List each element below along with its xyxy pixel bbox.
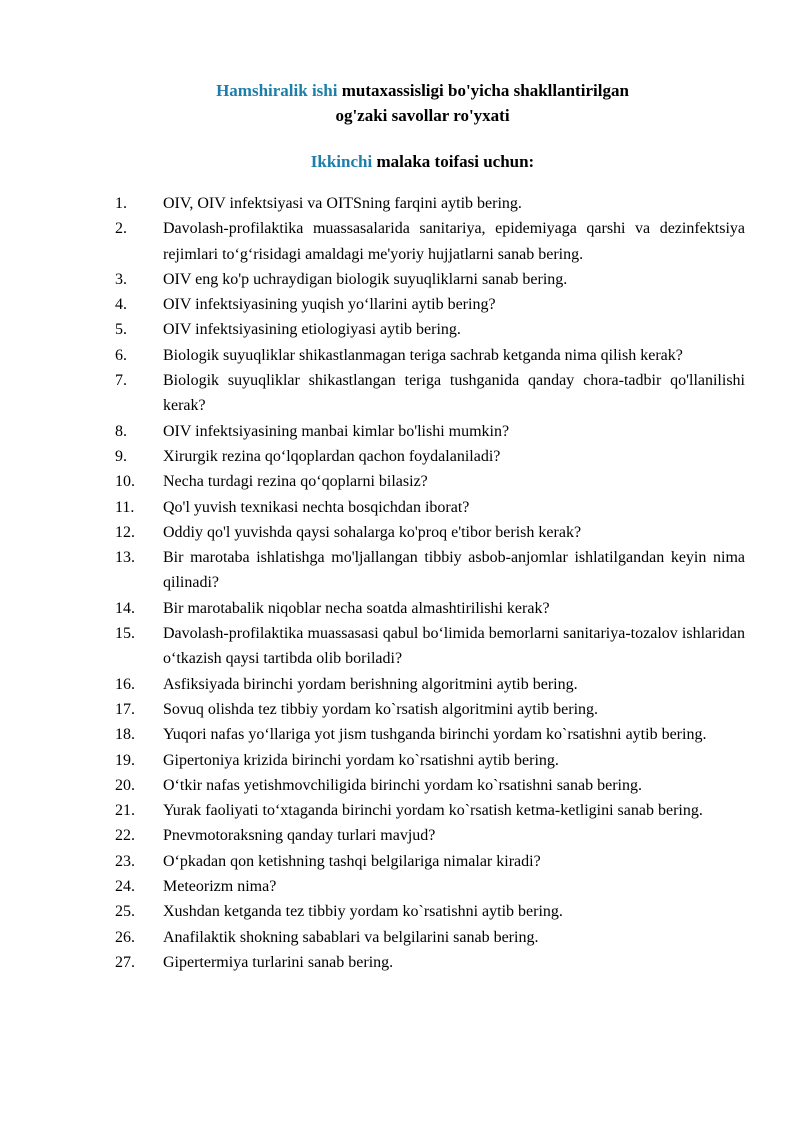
question-number: 22.: [115, 827, 135, 845]
question-item: [100, 697, 745, 722]
question-text: Meteorizm nima?: [163, 878, 277, 896]
question-item: [100, 748, 745, 773]
question-number: 15.: [115, 625, 135, 643]
question-text: Xirurgik rezina qoʻlqoplardan qachon foydalaniladi?: [163, 447, 501, 465]
subtitle-highlight: Ikkinchi: [310, 152, 373, 171]
question-number: 13.: [115, 549, 135, 567]
question-number: 19.: [115, 751, 135, 769]
title-line2: og'zaki savollar ro'yxati: [335, 106, 510, 125]
question-number: 9.: [115, 447, 127, 465]
question-item: [100, 469, 745, 494]
title-highlight: Hamshiralik ishi: [216, 81, 338, 100]
question-number: 26.: [115, 928, 135, 946]
question-text: Davolash-profilaktika muassasalarida sanitariya, epidemiyaga qarshi va dezinfektsiya rejimlari toʻgʻrisidagi amaldagi me'yoriy hujjatlarni sanab bering.: [163, 220, 745, 263]
question-item: [100, 596, 745, 621]
question-item: [100, 621, 745, 672]
question-number: 3.: [115, 270, 127, 288]
question-text: Necha turdagi rezina qoʻqoplarni bilasiz?: [163, 473, 428, 491]
question-item: [100, 267, 745, 292]
question-number: 21.: [115, 802, 135, 820]
question-text: Anafilaktik shokning sabablari va belgilarini sanab bering.: [163, 928, 539, 946]
question-item: [100, 419, 745, 444]
question-number: 14.: [115, 599, 135, 617]
question-item: [100, 368, 745, 419]
question-item: [100, 849, 745, 874]
question-text: Oʻpkadan qon ketishning tashqi belgilariga nimalar kiradi?: [163, 852, 541, 870]
question-list: [100, 191, 745, 975]
question-text: Bir marotaba ishlatishga mo'ljallangan tibbiy asbob-anjomlar ishlatilgandan keyin nima qilinadi?: [163, 549, 745, 592]
question-number: 16.: [115, 675, 135, 693]
question-item: [100, 773, 745, 798]
question-text: OIV infektsiyasining etiologiyasi aytib bering.: [163, 321, 461, 339]
question-number: 6.: [115, 346, 127, 364]
question-number: 10.: [115, 473, 135, 491]
question-item: [100, 672, 745, 697]
question-text: OIV eng ko'p uchraydigan biologik suyuqliklarni sanab bering.: [163, 270, 568, 288]
question-item: [100, 444, 745, 469]
question-number: 11.: [115, 498, 135, 516]
question-item: [100, 520, 745, 545]
question-text: Oddiy qo'l yuvishda qaysi sohalarga ko'proq e'tibor berish kerak?: [163, 523, 582, 541]
question-text: Gipertoniya krizida birinchi yordam ko`rsatishni aytib bering.: [163, 751, 559, 769]
question-number: 2.: [115, 220, 127, 238]
question-item: [100, 191, 745, 216]
question-text: Bir marotabalik niqoblar necha soatda almashtirilishi kerak?: [163, 599, 550, 617]
title-rest: mutaxassisligi bo'yicha shakllantirilgan: [337, 81, 629, 100]
question-text: Sovuq olishda tez tibbiy yordam ko`rsatish algoritmini aytib bering.: [163, 700, 599, 718]
question-number: 17.: [115, 700, 135, 718]
question-item: [100, 722, 745, 747]
question-text: Yuqori nafas yoʻllariga yot jism tushganda birinchi yordam ko`rsatishni aytib bering.: [163, 726, 707, 744]
question-item: [100, 495, 745, 520]
question-text: OIV infektsiyasining manbai kimlar bo'lishi mumkin?: [163, 422, 510, 440]
question-item: [100, 292, 745, 317]
question-text: Asfiksiyada birinchi yordam berishning algoritmini aytib bering.: [163, 675, 578, 693]
question-item: [100, 899, 745, 924]
question-text: Gipertermiya turlarini sanab bering.: [163, 953, 394, 971]
question-item: [100, 798, 745, 823]
question-number: 18.: [115, 726, 135, 744]
question-number: 12.: [115, 523, 135, 541]
question-number: 27.: [115, 953, 135, 971]
question-text: Qo'l yuvish texnikasi nechta bosqichdan iborat?: [163, 498, 470, 516]
question-text: Xushdan ketganda tez tibbiy yordam ko`rsatishni aytib bering.: [163, 903, 563, 921]
question-item: [100, 216, 745, 267]
question-number: 25.: [115, 903, 135, 921]
question-item: [100, 874, 745, 899]
question-text: Biologik suyuqliklar shikastlanmagan teriga sachrab ketganda nima qilish kerak?: [163, 346, 683, 364]
question-number: 1.: [115, 195, 127, 212]
question-text: OIV, OIV infektsiyasi va OITSning farqini aytib bering.: [163, 195, 522, 212]
question-item: [100, 317, 745, 342]
question-number: 4.: [115, 296, 127, 314]
question-text: Biologik suyuqliklar shikastlangan teriga tushganida qanday chora-tadbir qo'llanilishi kerak?: [163, 372, 745, 415]
question-text: Yurak faoliyati toʻxtaganda birinchi yordam ko`rsatish ketma-ketligini sanab bering.: [163, 802, 703, 820]
question-number: 8.: [115, 422, 127, 440]
question-item: [100, 925, 745, 950]
question-item: [100, 823, 745, 848]
question-number: 20.: [115, 776, 135, 794]
document-subtitle: [100, 149, 745, 174]
question-number: 5.: [115, 321, 127, 339]
document-title: [100, 78, 745, 128]
subtitle-rest: malaka toifasi uchun:: [372, 152, 535, 171]
question-item: [100, 950, 745, 975]
question-number: 24.: [115, 878, 135, 896]
question-text: Davolash-profilaktika muassasasi qabul boʻlimida bemorlarni sanitariya-tozalov ishlaridan oʻtkazish qaysi tartibda olib boriladi?: [163, 625, 745, 668]
question-text: Oʻtkir nafas yetishmovchiligida birinchi yordam ko`rsatishni sanab bering.: [163, 776, 642, 794]
question-number: 7.: [115, 372, 127, 390]
question-item: [100, 343, 745, 368]
question-text: OIV infektsiyasining yuqish yoʻllarini aytib bering?: [163, 296, 496, 314]
question-text: Pnevmotoraksning qanday turlari mavjud?: [163, 827, 436, 845]
question-number: 23.: [115, 852, 135, 870]
question-item: [100, 545, 745, 596]
